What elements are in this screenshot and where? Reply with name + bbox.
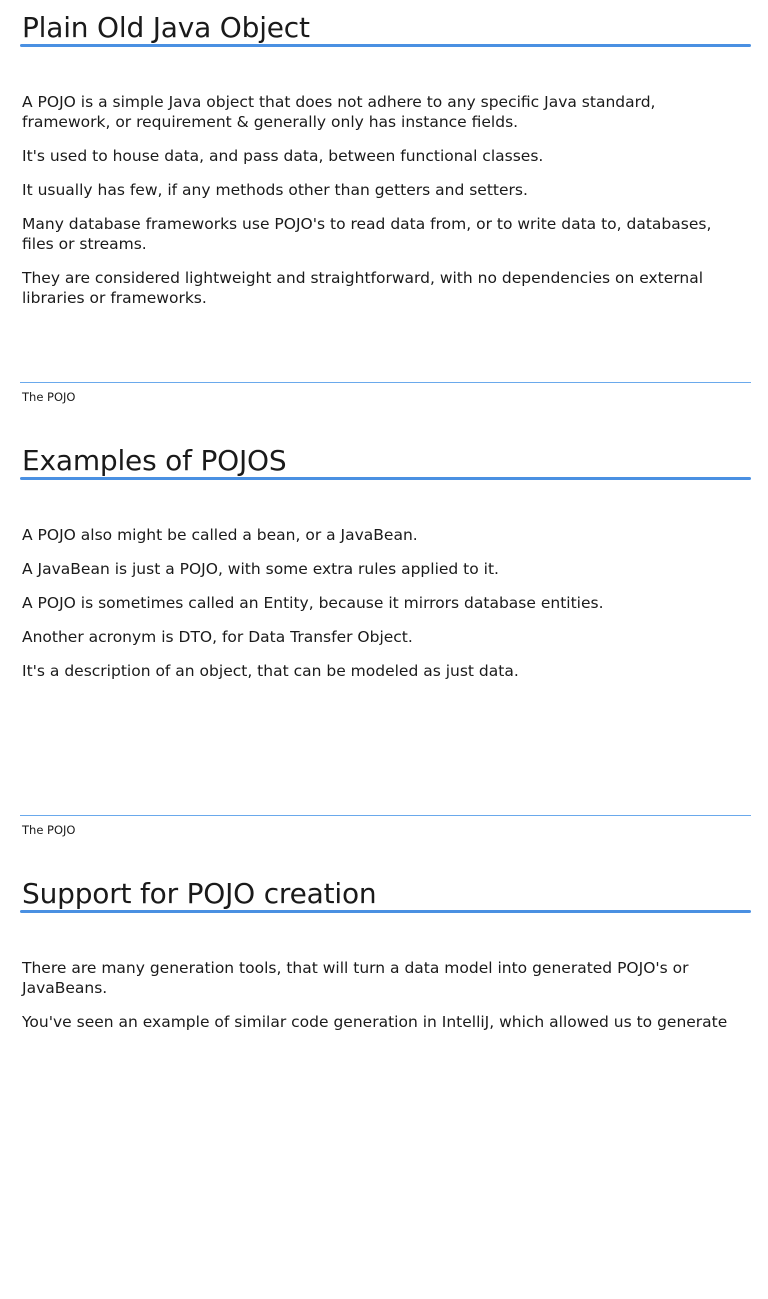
paragraph: A POJO also might be called a bean, or a JavaBean.: [22, 526, 418, 544]
slide-body: [22, 525, 742, 695]
slide-plain-old-java-object: [0, 0, 768, 433]
slide-body: [22, 92, 742, 322]
paragraph: It's a description of an object, that can be modeled as just data.: [22, 662, 519, 680]
slide-footer: The POJO: [22, 390, 76, 404]
paragraph: You've seen an example of similar code generation in IntelliJ, which allowed us to generate: [22, 1013, 728, 1031]
footer-rule: [20, 815, 751, 816]
title-underline: [20, 477, 751, 480]
slide-footer: The POJO: [22, 823, 76, 837]
footer-rule: [20, 382, 751, 383]
paragraph: It's used to house data, and pass data, between functional classes.: [22, 147, 544, 165]
title-underline: [20, 910, 751, 913]
paragraph: It usually has few, if any methods other than getters and setters.: [22, 181, 528, 199]
title-underline: [20, 44, 751, 47]
paragraph: They are considered lightweight and straightforward, with no dependencies on external libraries or frameworks.: [22, 269, 704, 307]
paragraph: A POJO is sometimes called an Entity, because it mirrors database entities.: [22, 594, 604, 612]
paragraph: A JavaBean is just a POJO, with some extra rules applied to it.: [22, 560, 499, 578]
paragraph: There are many generation tools, that will turn a data model into generated POJO's or JavaBeans.: [22, 959, 689, 997]
paragraph: A POJO is a simple Java object that does not adhere to any specific Java standard, framework, or requirement & generally only has instance fields.: [22, 93, 656, 131]
slide-examples-of-pojos: [0, 433, 768, 866]
paragraph: Another acronym is DTO, for Data Transfer Object.: [22, 628, 413, 646]
slide-title: Plain Old Java Object: [22, 11, 310, 44]
slide-body: [22, 958, 742, 1046]
slide-support-for-pojo-creation: [0, 866, 768, 1299]
slide-title: Support for POJO creation: [22, 877, 377, 910]
paragraph: Many database frameworks use POJO's to read data from, or to write data to, databases, files or streams.: [22, 215, 712, 253]
slide-title: Examples of POJOS: [22, 444, 287, 477]
